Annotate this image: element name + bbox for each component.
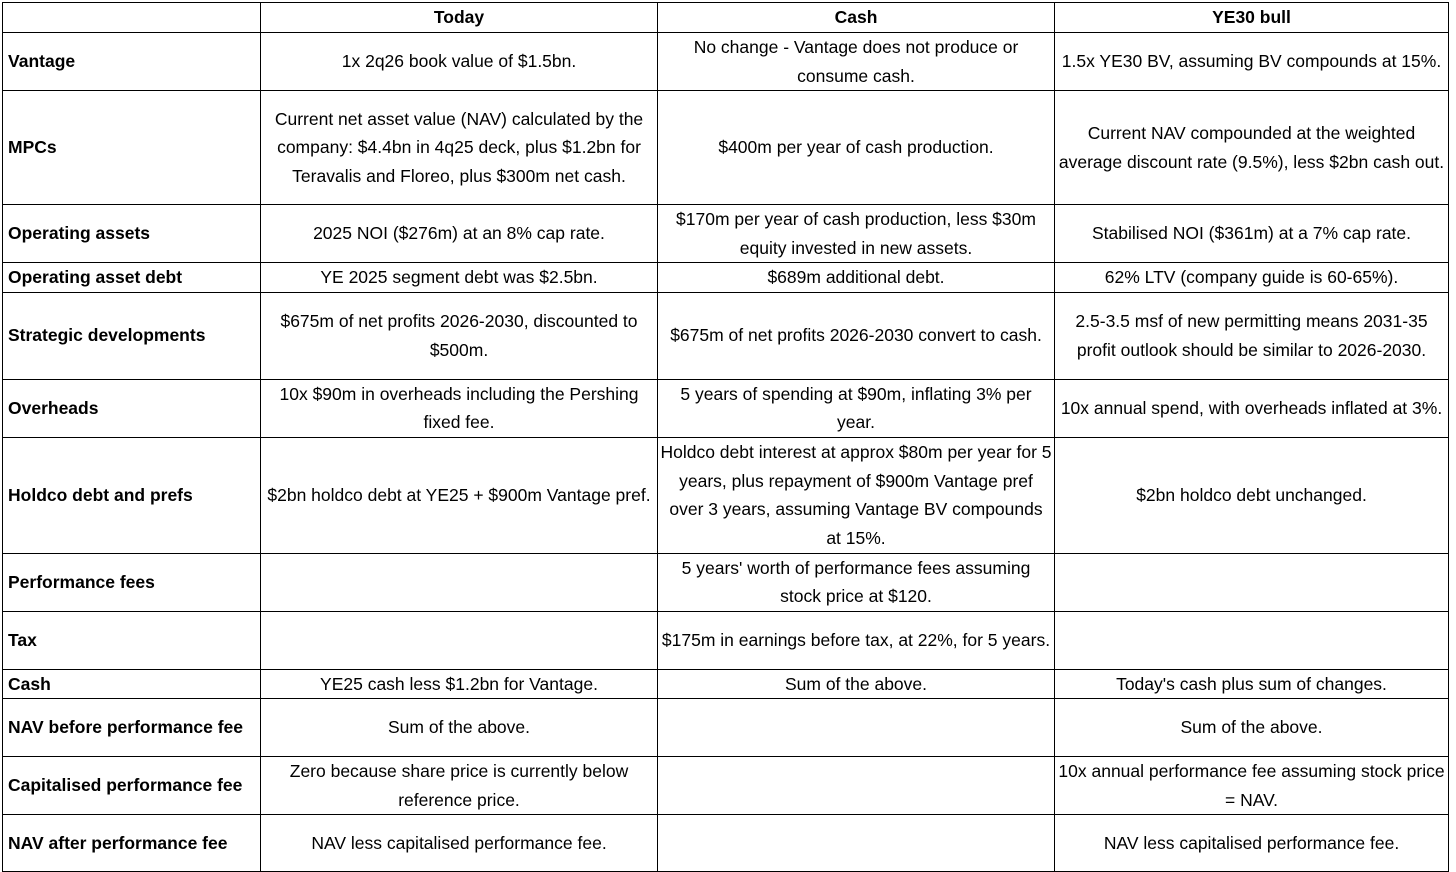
cell-today: $2bn holdco debt at YE25 + $900m Vantage pref. <box>261 437 658 553</box>
table-row-nav-before-fee <box>3 699 1449 757</box>
row-label: Overheads <box>3 379 261 437</box>
valuation-table <box>2 2 1449 872</box>
row-label: Holdco debt and prefs <box>3 437 261 553</box>
cell-cash <box>658 757 1055 815</box>
cell-bull: 1.5x YE30 BV, assuming BV compounds at 15%. <box>1055 33 1449 91</box>
header-cash: Cash <box>658 3 1055 33</box>
cell-bull <box>1055 611 1449 669</box>
table-row-performance-fees <box>3 553 1449 611</box>
table-row-overheads <box>3 379 1449 437</box>
table-row-vantage <box>3 33 1449 91</box>
row-label: Operating asset debt <box>3 263 261 293</box>
cell-bull: Sum of the above. <box>1055 699 1449 757</box>
header-row <box>3 3 1449 33</box>
cell-today: Current net asset value (NAV) calculated by the company: $4.4bn in 4q25 deck, plus $1.2bn for Teravalis and Floreo, plus $300m net cash. <box>261 91 658 205</box>
cell-cash: $675m of net profits 2026-2030 convert to cash. <box>658 292 1055 379</box>
row-label: Tax <box>3 611 261 669</box>
cell-today: 10x $90m in overheads including the Pershing fixed fee. <box>261 379 658 437</box>
cell-today: NAV less capitalised performance fee. <box>261 815 658 872</box>
table-row-operating-assets <box>3 205 1449 263</box>
table-row-holdco-debt <box>3 437 1449 553</box>
row-label: Operating assets <box>3 205 261 263</box>
cell-today: $675m of net profits 2026-2030, discounted to $500m. <box>261 292 658 379</box>
table-row-strategic-developments <box>3 292 1449 379</box>
cell-today: YE 2025 segment debt was $2.5bn. <box>261 263 658 293</box>
row-label: Vantage <box>3 33 261 91</box>
row-label: MPCs <box>3 91 261 205</box>
row-label: Strategic developments <box>3 292 261 379</box>
table-row-nav-after-fee <box>3 815 1449 872</box>
cell-cash: $689m additional debt. <box>658 263 1055 293</box>
header-today: Today <box>261 3 658 33</box>
cell-bull: NAV less capitalised performance fee. <box>1055 815 1449 872</box>
cell-cash: $170m per year of cash production, less $30m equity invested in new assets. <box>658 205 1055 263</box>
cell-bull: 10x annual performance fee assuming stock price = NAV. <box>1055 757 1449 815</box>
table-row-cash <box>3 669 1449 699</box>
cell-bull: 62% LTV (company guide is 60-65%). <box>1055 263 1449 293</box>
row-label: Capitalised performance fee <box>3 757 261 815</box>
row-label: Performance fees <box>3 553 261 611</box>
header-ye30-bull: YE30 bull <box>1055 3 1449 33</box>
cell-today <box>261 553 658 611</box>
cell-bull: Stabilised NOI ($361m) at a 7% cap rate. <box>1055 205 1449 263</box>
cell-cash <box>658 699 1055 757</box>
cell-cash <box>658 815 1055 872</box>
cell-bull: Current NAV compounded at the weighted average discount rate (9.5%), less $2bn cash out. <box>1055 91 1449 205</box>
cell-cash: No change - Vantage does not produce or consume cash. <box>658 33 1055 91</box>
cell-today <box>261 611 658 669</box>
cell-today: Zero because share price is currently below reference price. <box>261 757 658 815</box>
cell-cash: 5 years of spending at $90m, inflating 3% per year. <box>658 379 1055 437</box>
cell-cash: $175m in earnings before tax, at 22%, for 5 years. <box>658 611 1055 669</box>
table-row-tax <box>3 611 1449 669</box>
cell-today: YE25 cash less $1.2bn for Vantage. <box>261 669 658 699</box>
cell-cash: Holdco debt interest at approx $80m per year for 5 years, plus repayment of $900m Vantage pref over 3 years, assuming Vantage BV compounds at 15%. <box>658 437 1055 553</box>
table-row-capitalised-fee <box>3 757 1449 815</box>
row-label: Cash <box>3 669 261 699</box>
cell-bull: 10x annual spend, with overheads inflated at 3%. <box>1055 379 1449 437</box>
cell-bull: 2.5-3.5 msf of new permitting means 2031-35 profit outlook should be similar to 2026-2030. <box>1055 292 1449 379</box>
cell-bull <box>1055 553 1449 611</box>
cell-today: Sum of the above. <box>261 699 658 757</box>
table-row-mpcs <box>3 91 1449 205</box>
cell-cash: 5 years' worth of performance fees assuming stock price at $120. <box>658 553 1055 611</box>
cell-today: 1x 2q26 book value of $1.5bn. <box>261 33 658 91</box>
header-blank <box>3 3 261 33</box>
row-label: NAV after performance fee <box>3 815 261 872</box>
cell-cash: $400m per year of cash production. <box>658 91 1055 205</box>
cell-today: 2025 NOI ($276m) at an 8% cap rate. <box>261 205 658 263</box>
table-row-operating-asset-debt <box>3 263 1449 293</box>
cell-cash: Sum of the above. <box>658 669 1055 699</box>
cell-bull: Today's cash plus sum of changes. <box>1055 669 1449 699</box>
cell-bull: $2bn holdco debt unchanged. <box>1055 437 1449 553</box>
row-label: NAV before performance fee <box>3 699 261 757</box>
